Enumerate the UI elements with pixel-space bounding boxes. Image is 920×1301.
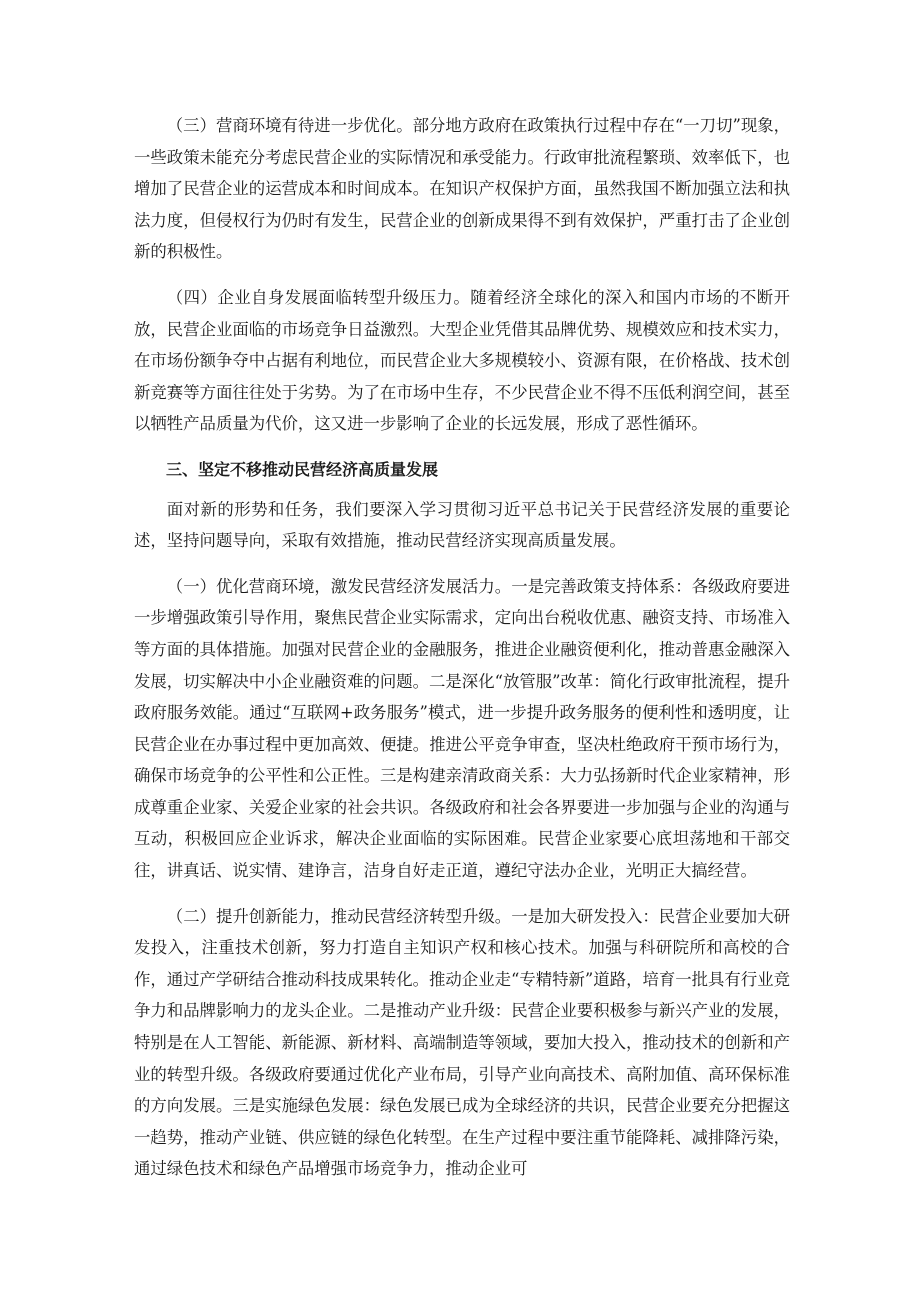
paragraph-intro: 面对新的形势和任务，我们要深入学习贯彻习近平总书记关于民营经济发展的重要论述，坚持问题导向，采取有效措施，推动民营经济实现高质量发展。 (134, 499, 790, 551)
document-body (134, 110, 790, 1199)
paragraph-business-environment: （三）营商环境有待进一步优化。部分地方政府在政策执行过程中存在“一刀切”现象，一些政策未能充分考虑民营企业的实际情况和承受能力。行政审批流程繁琐、效率低下，也增加了民营企业的运营成本和时间成本。在知识产权保护方面，虽然我国不断加强立法和执法力度，但侵权行为仍时有发生，民营企业的创新成果得不到有效保护，严重打击了企业创新的积极性。 (134, 116, 791, 262)
paragraph-optimize-environment: （一）优化营商环境，激发民营经济发展活力。一是完善政策支持体系：各级政府要进一步增强政策引导作用，聚焦民营企业实际需求，定向出台税收优惠、融资支持、市场准入等方面的具体措施。加强对民营企业的金融服务，推进企业融资便利化，推动普惠金融深入发展，切实解决中小企业融资难的问题。二是深化“放管服”改革：简化行政审批流程，提升政府服务效能。通过“互联网+政务服务”模式，进一步提升政务服务的便利性和透明度，让民营企业在办事过程中更加高效、便捷。推进公平竞争审查，坚决杜绝政府干预市场行为，确保市场竞争的公平性和公正性。三是构建亲清政商关系：大力弘扬新时代企业家精神，形成尊重企业家、关爱企业家的社会共识。各级政府和社会各界要进一步加强与企业的沟通与互动，积极回应企业诉求，解决企业面临的实际困难。民营企业家要心底坦荡地和干部交往，讲真话、说实情、建诤言，洁身自好走正道，遵纪守法办企业，光明正大搞经营。 (134, 576, 790, 881)
paragraph-innovation: （二）提升创新能力，推动民营经济转型升级。一是加大研发投入：民营企业要加大研发投入，注重技术创新，努力打造自主知识产权和核心技术。加强与科研院所和高校的合作，通过产学研结合推动科技成果转化。推动企业走“专精特新”道路，培育一批具有行业竞争力和品牌影响力的龙头企业。二是推动产业升级：民营企业要积极参与新兴产业的发展，特别是在人工智能、新能源、新材料、高端制造等领域，要加大投入，推动技术的创新和产业的转型升级。各级政府要通过优化产业布局，引导产业向高技术、高附加值、高环保标准的方向发展。三是实施绿色发展：绿色发展已成为全球经济的共识，民营企业要充分把握这一趋势，推动产业链、供应链的绿色化转型。在生产过程中要注重节能降耗、减排降污染，通过绿色技术和绿色产品增强市场竞争力，推动企业可 (134, 906, 790, 1179)
paragraph-transformation-pressure: （四）企业自身发展面临转型升级压力。随着经济全球化的深入和国内市场的不断开放，民营企业面临的市场竞争日益激烈。大型企业凭借其品牌优势、规模效应和技术实力，在市场份额争夺中占据有利地位，而民营企业大多规模较小、资源有限，在价格战、技术创新竞赛等方面往往处于劣势。为了在市场中生存，不少民营企业不得不压低利润空间，甚至以牺牲产品质量为代价，这又进一步影响了企业的长远发展，形成了恶性循环。 (134, 287, 790, 434)
section-heading: 三、坚定不移推动民营经济高质量发展 (166, 459, 439, 479)
